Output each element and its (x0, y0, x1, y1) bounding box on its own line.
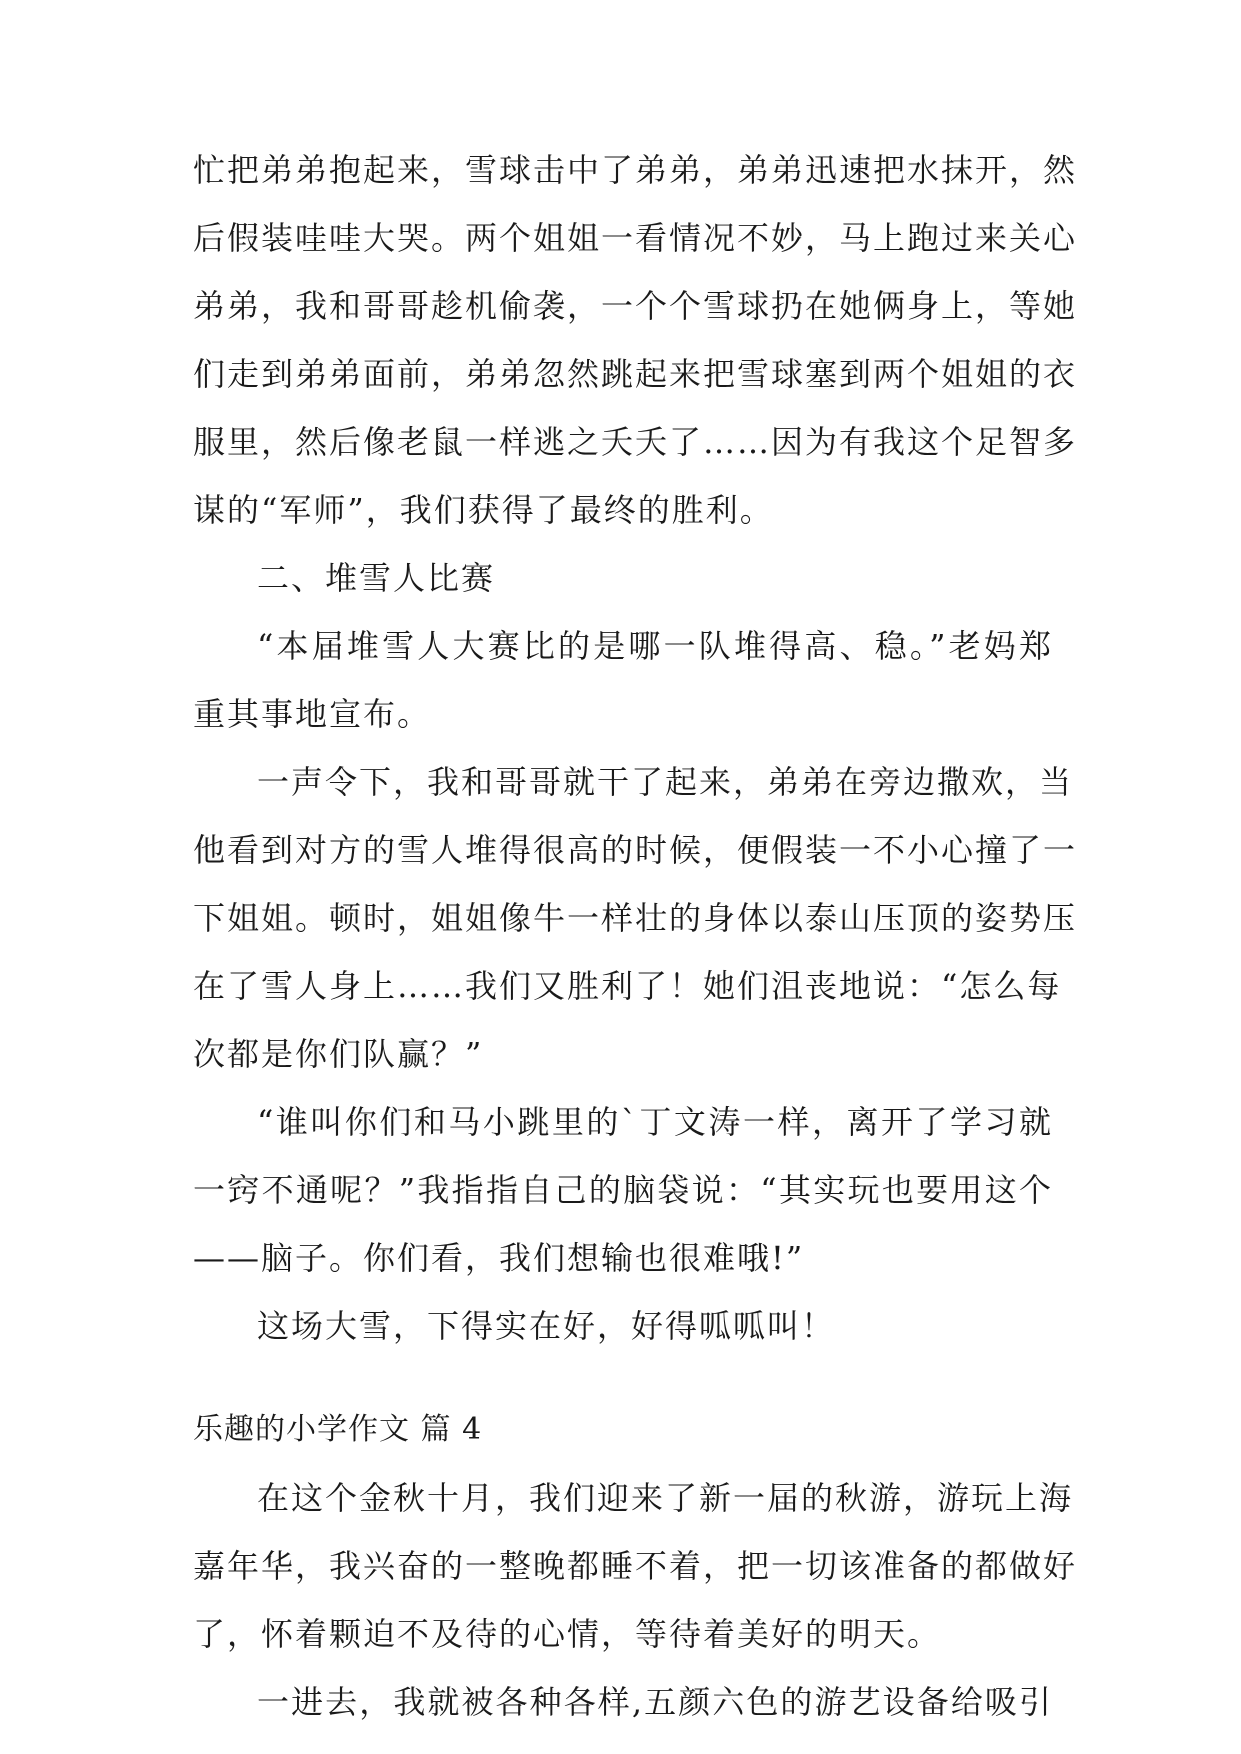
text-line: 一窍不通呢？”我指指自己的脑袋说：“其实玩也要用这个 (193, 1171, 1053, 1209)
text-line: 这场大雪，下得实在好，好得呱呱叫！ (257, 1307, 836, 1345)
text-line: ——脑子。你们看，我们想输也很难哦!” (193, 1239, 805, 1277)
text-line: 们走到弟弟面前，弟弟忽然跳起来把雪球塞到两个姐姐的衣 (193, 355, 1078, 393)
text-line: 弟弟，我和哥哥趁机偷袭，一个个雪球扔在她俩身上，等她 (193, 287, 1078, 325)
text-line: 重其事地宣布。 (193, 695, 432, 733)
text-line: “谁叫你们和马小跳里的`丁文涛一样，离开了学习就 (257, 1103, 1053, 1141)
text-line: 次都是你们队赢？” (193, 1035, 484, 1073)
text-line: 在了雪人身上……我们又胜利了！她们沮丧地说：“怎么每 (193, 967, 1062, 1005)
text-line: 在这个金秋十月，我们迎来了新一届的秋游，游玩上海 (257, 1479, 1074, 1517)
text-line: 谋的“军师”，我们获得了最终的胜利。 (193, 491, 774, 529)
text-line: 一进去，我就被各种各样,五颜六色的游艺设备给吸引 (257, 1683, 1053, 1721)
section-heading: 二、堆雪人比赛 (257, 559, 496, 597)
text-line: 忙把弟弟抱起来，雪球击中了弟弟，弟弟迅速把水抹开，然 (193, 151, 1078, 189)
text-line: 下姐姐。顿时，姐姐像牛一样壮的身体以泰山压顶的姿势压 (193, 899, 1078, 937)
text-line: 嘉年华，我兴奋的一整晚都睡不着，把一切该准备的都做好 (193, 1547, 1078, 1585)
text-line: “本届堆雪人大赛比的是哪一队堆得高、稳。”老妈郑 (257, 627, 1053, 665)
text-line: 服里，然后像老鼠一样逃之夭夭了……因为有我这个足智多 (193, 423, 1078, 461)
text-line: 后假装哇哇大哭。两个姐姐一看情况不妙，马上跑过来关心 (193, 219, 1078, 257)
text-line: 了，怀着颗迫不及待的心情，等待着美好的明天。 (193, 1615, 942, 1653)
text-line: 他看到对方的雪人堆得很高的时候，便假装一不小心撞了一 (193, 831, 1078, 869)
text-line: 一声令下，我和哥哥就干了起来，弟弟在旁边撒欢，当 (257, 763, 1074, 801)
article-title: 乐趣的小学作文 篇 4 (193, 1412, 483, 1447)
